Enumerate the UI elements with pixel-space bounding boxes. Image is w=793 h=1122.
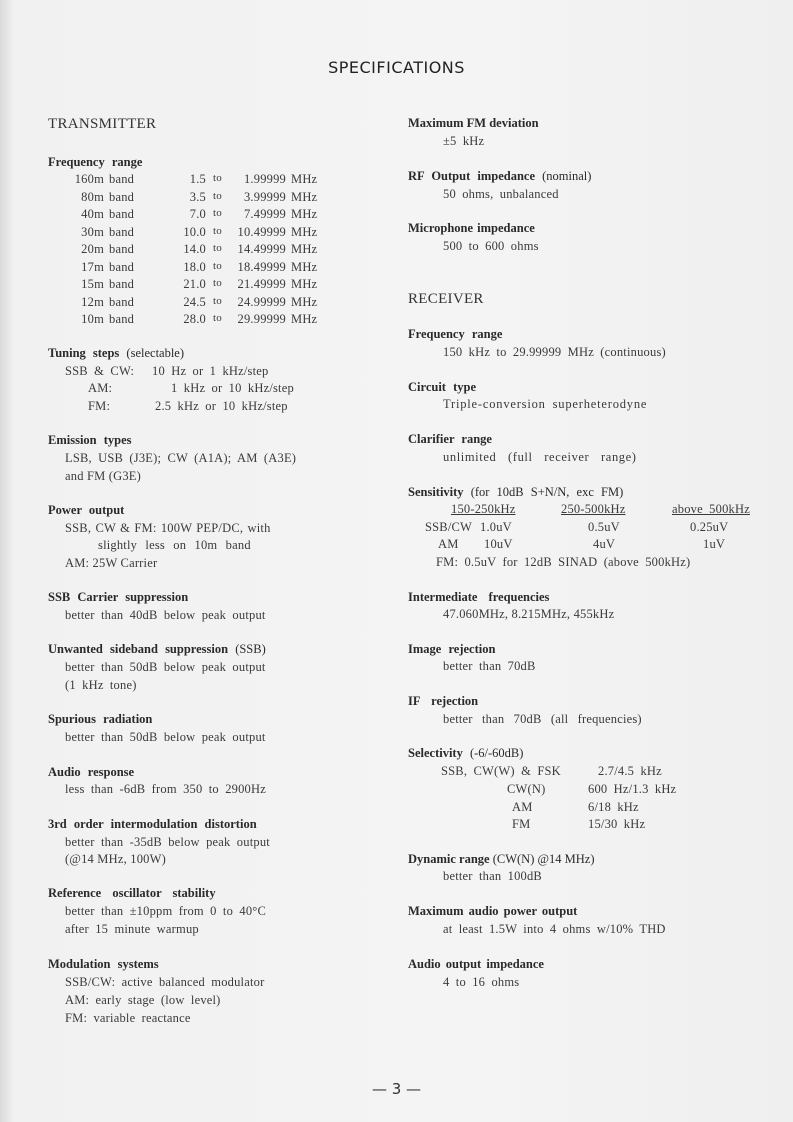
sensitivity-value: 0.25uV [690, 520, 729, 534]
frequency-band-cell: 40m [81, 207, 104, 221]
frequency-band-cell: 20m [81, 242, 104, 256]
spurious-line: better than 50dB below peak output [65, 730, 266, 744]
frequency-unit-cell: band [109, 242, 135, 256]
frequency-to-cell: to [213, 224, 222, 237]
heading-text: Tuning steps [48, 346, 120, 360]
frequency-unit-cell: band [109, 189, 135, 204]
ref-osc-line: better than ±10ppm from 0 to 40°C [65, 904, 267, 918]
frequency-unit-cell: band [109, 294, 135, 309]
receiver-title: RECEIVER [408, 291, 484, 307]
frequency-to-cell: to [213, 259, 222, 272]
selectivity-value: 600 Hz/1.3 kHz [588, 782, 677, 796]
emission-line: LSB, USB (J3E); CW (A1A); AM (A3E) [65, 451, 297, 465]
frequency-unit-cell: band [109, 207, 135, 221]
dynamic-range-line: better than 100dB [443, 869, 542, 883]
fm-deviation-line: ±5 kHz [443, 134, 485, 148]
image-rejection-line: better than 70dB [443, 659, 536, 673]
frequency-end-cell: 21.49999 [237, 277, 286, 291]
frequency-mhz-cell: MHz [291, 294, 318, 309]
frequency-from-cell: 21.0 [183, 277, 206, 291]
heading-note: (for 10dB S+N/N, exc FM) [470, 485, 624, 499]
emission-line: and FM (G3E) [65, 469, 142, 483]
sensitivity-value: 1.0uV [480, 520, 512, 534]
frequency-mhz-cell: MHz [291, 207, 318, 221]
tuning-value: 1 kHz or 10 kHz/step [171, 381, 294, 395]
frequency-end-cell: 1.99999 [243, 172, 286, 186]
frequency-band-cell: 12m [81, 294, 104, 309]
power-line: SSB, CW & FM: 100W PEP/DC, with [65, 521, 271, 535]
mic-impedance-line: 500 to 600 ohms [443, 239, 539, 253]
heading-text: Selectivity [408, 746, 463, 760]
selectivity-mode: AM [512, 800, 533, 814]
page-title: SPECIFICATIONS [328, 58, 465, 77]
heading-text: RF Output impedance [408, 169, 535, 183]
tuning-label: SSB & CW: [65, 364, 135, 378]
sensitivity-fm-line: FM: 0.5uV for 12dB SINAD (above 500kHz) [436, 555, 691, 569]
selectivity-mode: CW(N) [507, 782, 546, 796]
clarifier-heading: Clarifier range [408, 432, 492, 446]
circuit-type-line: Triple-conversion superheterodyne [443, 397, 648, 411]
frequency-from-cell: 7.0 [189, 207, 206, 221]
frequency-mhz-cell: MHz [291, 172, 318, 186]
modulation-line: SSB/CW: active balanced modulator [65, 975, 265, 989]
heading-text: Sensitivity [408, 485, 464, 499]
frequency-mhz-cell: MHz [291, 312, 318, 326]
frequency-mhz-cell: MHz [291, 224, 318, 239]
frequency-from-cell: 10.0 [183, 224, 206, 239]
frequency-to-cell: to [213, 242, 222, 254]
emission-types-heading: Emission types [48, 433, 132, 447]
frequency-mhz-cell: MHz [291, 242, 318, 256]
image-rejection-heading: Image rejection [408, 642, 496, 656]
sideband-suppression-heading [48, 642, 266, 657]
selectivity-value: 6/18 kHz [588, 800, 639, 814]
frequency-end-cell: 3.99999 [243, 189, 286, 204]
frequency-range-heading: Frequency range [48, 155, 143, 169]
tuning-value: 10 Hz or 1 kHz/step [152, 364, 269, 378]
sensitivity-col-header: 150-250kHz [451, 502, 516, 516]
tuning-label: AM: [88, 381, 113, 395]
frequency-from-cell: 18.0 [183, 259, 206, 274]
spurious-heading: Spurious radiation [48, 712, 153, 726]
sensitivity-col-header: 250-500kHz [561, 502, 626, 516]
rx-frequency-range-heading: Frequency range [408, 327, 503, 341]
sensitivity-mode: AM [438, 537, 459, 551]
page-number: — 3 — [371, 1080, 422, 1098]
selectivity-value: 2.7/4.5 kHz [598, 764, 662, 778]
sensitivity-value: 4uV [593, 537, 616, 551]
frequency-end-cell: 24.99999 [237, 294, 286, 309]
carrier-suppression-heading: SSB Carrier suppression [48, 590, 189, 604]
selectivity-mode: FM [512, 817, 531, 831]
frequency-to-cell: to [213, 294, 222, 307]
frequency-end-cell: 7.49999 [243, 207, 286, 221]
sensitivity-value: 10uV [484, 537, 513, 551]
audio-response-heading: Audio response [48, 765, 135, 779]
heading-note: (SSB) [235, 642, 266, 656]
heading-note: (CW(N) @14 MHz) [492, 852, 595, 866]
frequency-to-cell: to [213, 312, 222, 324]
ref-osc-heading: Reference oscillator stability [48, 886, 216, 900]
heading-note: (selectable) [126, 346, 185, 360]
frequency-mhz-cell: MHz [291, 277, 318, 291]
modulation-line: AM: early stage (low level) [65, 993, 221, 1007]
selectivity-value: 15/30 kHz [588, 817, 646, 831]
circuit-type-heading: Circuit type [408, 380, 476, 394]
frequency-unit-cell: band [109, 172, 135, 186]
rf-impedance-line: 50 ohms, unbalanced [443, 187, 559, 201]
sensitivity-col-header: above 500kHz [672, 502, 750, 516]
selectivity-mode: SSB, CW(W) & FSK [441, 764, 561, 778]
frequency-mhz-cell: MHz [291, 259, 318, 274]
tuning-value: 2.5 kHz or 10 kHz/step [155, 399, 288, 413]
transmitter-title: TRANSMITTER [48, 116, 157, 132]
heading-note: (nominal) [542, 169, 592, 183]
frequency-unit-cell: band [109, 312, 135, 326]
fm-deviation-heading: Maximum FM deviation [408, 116, 539, 130]
audio-impedance-line: 4 to 16 ohms [443, 975, 520, 989]
frequency-from-cell: 1.5 [189, 172, 206, 186]
frequency-band-cell: 30m [81, 224, 104, 239]
frequency-from-cell: 28.0 [183, 312, 206, 326]
imd-line: better than -35dB below peak output [65, 835, 270, 849]
mic-impedance-heading: Microphone impedance [408, 221, 535, 235]
selectivity-heading [408, 746, 523, 761]
frequency-band-cell: 10m [81, 312, 104, 326]
frequency-end-cell: 18.49999 [237, 259, 286, 274]
tuning-steps-heading [48, 346, 184, 361]
carrier-line: better than 40dB below peak output [65, 608, 266, 622]
frequency-band-cell: 160m [74, 172, 104, 186]
frequency-band-cell: 17m [81, 259, 104, 274]
heading-text: Unwanted sideband suppression [48, 642, 229, 656]
power-line: slightly less on 10m band [98, 538, 251, 552]
if-frequencies-line: 47.060MHz, 8.215MHz, 455kHz [443, 607, 615, 621]
frequency-from-cell: 24.5 [183, 294, 206, 309]
imd-heading: 3rd order intermodulation distortion [48, 817, 257, 831]
frequency-from-cell: 14.0 [183, 242, 206, 256]
if-rejection-heading: IF rejection [408, 694, 479, 708]
if-rejection-line: better than 70dB (all frequencies) [443, 712, 642, 726]
frequency-to-cell: to [213, 277, 222, 289]
frequency-to-cell: to [213, 172, 222, 184]
rf-impedance-heading [408, 169, 591, 184]
frequency-unit-cell: band [109, 224, 135, 239]
heading-note: (-6/-60dB) [469, 746, 524, 760]
audio-impedance-heading: Audio output impedance [408, 957, 544, 971]
imd-line: (@14 MHz, 100W) [65, 852, 166, 866]
sensitivity-value: 1uV [703, 537, 726, 551]
power-line: AM: 25W Carrier [65, 556, 158, 570]
frequency-to-cell: to [213, 207, 222, 219]
frequency-end-cell: 29.99999 [237, 312, 286, 326]
frequency-unit-cell: band [109, 277, 135, 291]
sideband-line: better than 50dB below peak output [65, 660, 266, 674]
ref-osc-line: after 15 minute warmup [65, 922, 199, 936]
sensitivity-value: 0.5uV [588, 520, 620, 534]
frequency-end-cell: 10.49999 [237, 224, 286, 239]
audio-power-line: at least 1.5W into 4 ohms w/10% THD [443, 922, 666, 936]
frequency-band-cell: 15m [81, 277, 104, 291]
frequency-band-cell: 80m [81, 189, 104, 204]
frequency-from-cell: 3.5 [189, 189, 206, 204]
sensitivity-heading [408, 485, 623, 500]
tuning-label: FM: [88, 399, 111, 413]
power-output-heading: Power output [48, 503, 125, 517]
sensitivity-mode: SSB/CW [425, 520, 473, 534]
dynamic-range-heading [408, 852, 594, 867]
audio-power-heading: Maximum audio power output [408, 904, 578, 918]
audio-response-line: less than -6dB from 350 to 2900Hz [65, 782, 266, 796]
modulation-heading: Modulation systems [48, 957, 159, 971]
rx-frequency-line: 150 kHz to 29.99999 MHz (continuous) [443, 345, 666, 359]
frequency-mhz-cell: MHz [291, 189, 318, 204]
frequency-to-cell: to [213, 189, 222, 202]
frequency-end-cell: 14.49999 [237, 242, 286, 256]
modulation-line: FM: variable reactance [65, 1011, 191, 1025]
sideband-line: (1 kHz tone) [65, 678, 137, 692]
heading-text: Dynamic range [408, 852, 490, 866]
clarifier-line: unlimited (full receiver range) [443, 450, 637, 464]
if-frequencies-heading: Intermediate frequencies [408, 590, 550, 604]
frequency-unit-cell: band [109, 259, 135, 274]
